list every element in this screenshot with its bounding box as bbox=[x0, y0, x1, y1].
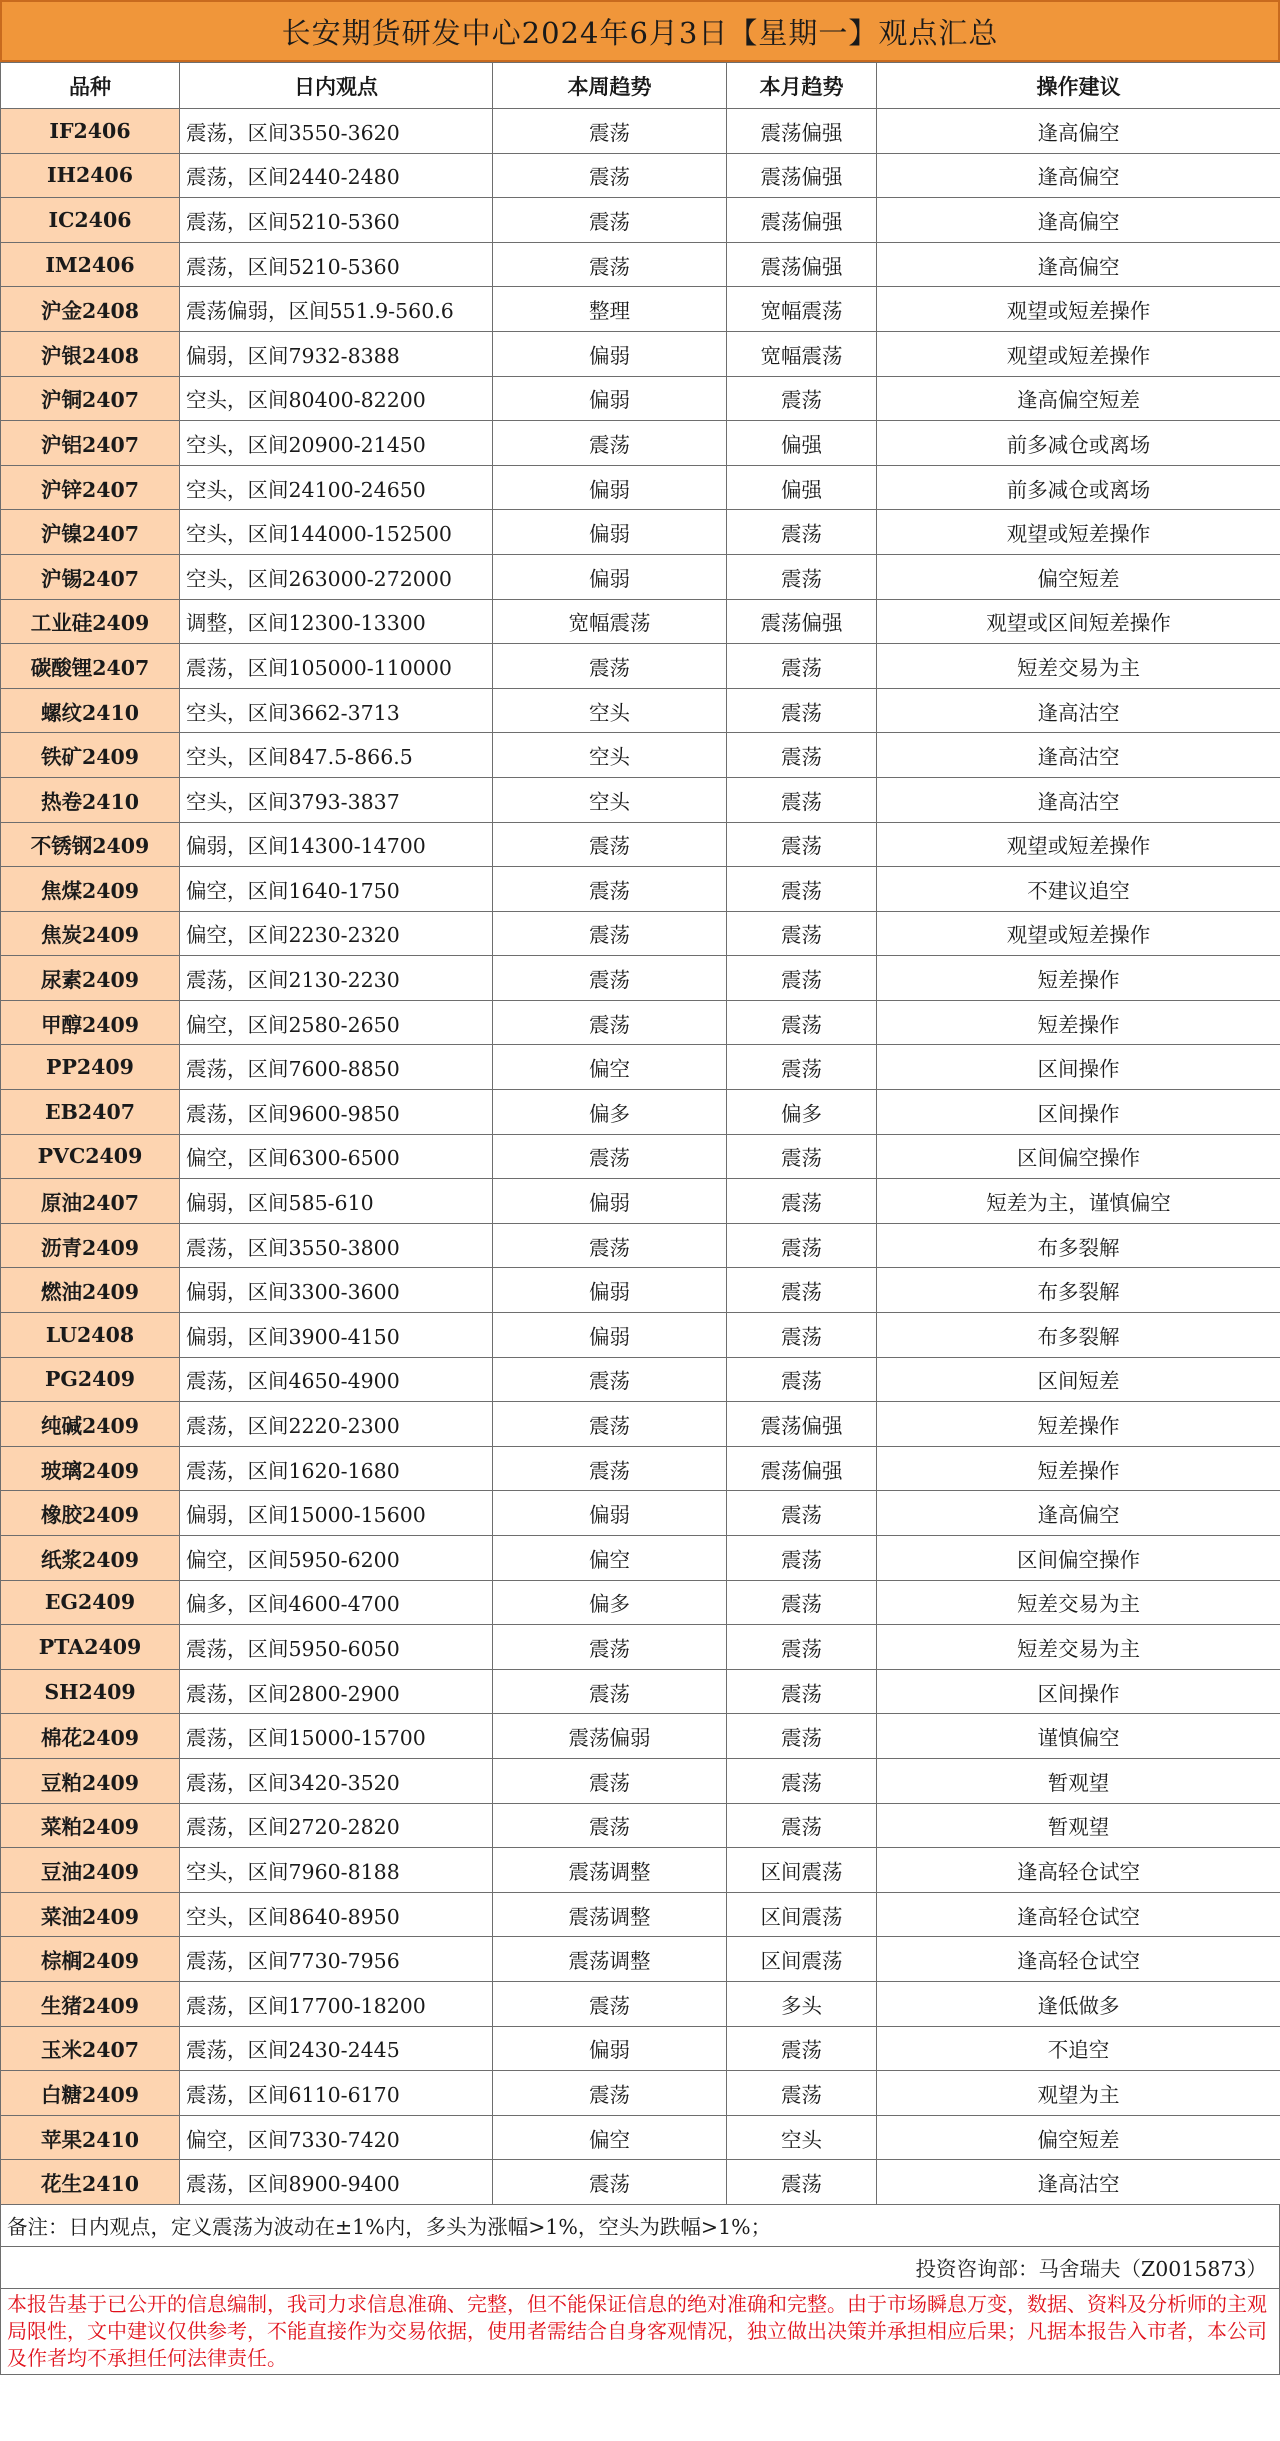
suggestion-cell: 观望或短差操作 bbox=[877, 331, 1280, 376]
table-row bbox=[1, 688, 1280, 733]
weekly-trend-cell: 震荡偏弱 bbox=[493, 1714, 727, 1759]
suggestion-cell: 观望或短差操作 bbox=[877, 911, 1280, 956]
intraday-view-cell: 震荡，区间2430-2445 bbox=[180, 2026, 493, 2071]
intraday-view-cell: 空头，区间3662-3713 bbox=[180, 688, 493, 733]
intraday-view-cell: 震荡，区间7600-8850 bbox=[180, 1045, 493, 1090]
weekly-trend-cell: 震荡 bbox=[493, 1402, 727, 1447]
monthly-trend-cell: 震荡 bbox=[727, 1803, 877, 1848]
table-row bbox=[1, 242, 1280, 287]
monthly-trend-cell: 区间震荡 bbox=[727, 1848, 877, 1893]
suggestion-cell: 逢高偏空 bbox=[877, 1491, 1280, 1536]
weekly-trend-cell: 整理 bbox=[493, 287, 727, 332]
suggestion-cell: 布多裂解 bbox=[877, 1223, 1280, 1268]
weekly-trend-cell: 震荡 bbox=[493, 1981, 727, 2026]
intraday-view-cell: 空头，区间80400-82200 bbox=[180, 376, 493, 421]
suggestion-cell: 短差操作 bbox=[877, 1000, 1280, 1045]
monthly-trend-cell: 震荡 bbox=[727, 733, 877, 778]
variety-cell: 螺纹2410 bbox=[1, 688, 180, 733]
intraday-view-cell: 震荡，区间2720-2820 bbox=[180, 1803, 493, 1848]
monthly-trend-cell: 震荡 bbox=[727, 1268, 877, 1313]
monthly-trend-cell: 震荡 bbox=[727, 1134, 877, 1179]
variety-cell: 棉花2409 bbox=[1, 1714, 180, 1759]
weekly-trend-cell: 震荡调整 bbox=[493, 1937, 727, 1982]
weekly-trend-cell: 震荡 bbox=[493, 2160, 727, 2205]
suggestion-cell: 暂观望 bbox=[877, 1803, 1280, 1848]
table-row bbox=[1, 956, 1280, 1001]
monthly-trend-cell: 震荡 bbox=[727, 1357, 877, 1402]
variety-cell: 沪铜2407 bbox=[1, 376, 180, 421]
table-header-row bbox=[1, 63, 1280, 109]
intraday-view-cell: 震荡，区间2800-2900 bbox=[180, 1669, 493, 1714]
intraday-view-cell: 震荡，区间4650-4900 bbox=[180, 1357, 493, 1402]
header-variety: 品种 bbox=[1, 63, 180, 109]
table-row bbox=[1, 1580, 1280, 1625]
weekly-trend-cell: 偏弱 bbox=[493, 554, 727, 599]
report-title: 长安期货研发中心2024年6月3日【星期一】观点汇总 bbox=[0, 0, 1280, 62]
monthly-trend-cell: 震荡 bbox=[727, 688, 877, 733]
monthly-trend-cell: 震荡偏强 bbox=[727, 1402, 877, 1447]
weekly-trend-cell: 偏空 bbox=[493, 1045, 727, 1090]
table-row bbox=[1, 1134, 1280, 1179]
weekly-trend-cell: 震荡 bbox=[493, 956, 727, 1001]
intraday-view-cell: 空头，区间847.5-866.5 bbox=[180, 733, 493, 778]
table-row bbox=[1, 911, 1280, 956]
variety-cell: 纸浆2409 bbox=[1, 1536, 180, 1581]
monthly-trend-cell: 震荡 bbox=[727, 1000, 877, 1045]
variety-cell: 沪锡2407 bbox=[1, 554, 180, 599]
variety-cell: IF2406 bbox=[1, 109, 180, 154]
suggestion-cell: 观望或短差操作 bbox=[877, 287, 1280, 332]
weekly-trend-cell: 偏弱 bbox=[493, 1268, 727, 1313]
header-monthly-trend: 本月趋势 bbox=[727, 63, 877, 109]
monthly-trend-cell: 偏多 bbox=[727, 1090, 877, 1135]
monthly-trend-cell: 震荡 bbox=[727, 1580, 877, 1625]
suggestion-cell: 逢高沽空 bbox=[877, 777, 1280, 822]
table-row bbox=[1, 1714, 1280, 1759]
weekly-trend-cell: 偏弱 bbox=[493, 1313, 727, 1358]
suggestion-cell: 短差交易为主 bbox=[877, 1580, 1280, 1625]
intraday-view-cell: 偏空，区间2230-2320 bbox=[180, 911, 493, 956]
weekly-trend-cell: 偏多 bbox=[493, 1090, 727, 1135]
weekly-trend-cell: 震荡 bbox=[493, 1223, 727, 1268]
suggestion-cell: 逢高偏空 bbox=[877, 109, 1280, 154]
variety-cell: PVC2409 bbox=[1, 1134, 180, 1179]
variety-cell: PG2409 bbox=[1, 1357, 180, 1402]
variety-cell: 甲醇2409 bbox=[1, 1000, 180, 1045]
variety-cell: IC2406 bbox=[1, 198, 180, 243]
suggestion-cell: 逢高沽空 bbox=[877, 2160, 1280, 2205]
monthly-trend-cell: 区间震荡 bbox=[727, 1937, 877, 1982]
variety-cell: LU2408 bbox=[1, 1313, 180, 1358]
header-weekly-trend: 本周趋势 bbox=[493, 63, 727, 109]
variety-cell: 玉米2407 bbox=[1, 2026, 180, 2071]
monthly-trend-cell: 震荡 bbox=[727, 867, 877, 912]
weekly-trend-cell: 震荡 bbox=[493, 242, 727, 287]
weekly-trend-cell: 震荡 bbox=[493, 198, 727, 243]
variety-cell: 不锈钢2409 bbox=[1, 822, 180, 867]
variety-cell: 豆粕2409 bbox=[1, 1758, 180, 1803]
monthly-trend-cell: 震荡 bbox=[727, 911, 877, 956]
monthly-trend-cell: 震荡 bbox=[727, 1536, 877, 1581]
monthly-trend-cell: 震荡 bbox=[727, 1758, 877, 1803]
intraday-view-cell: 空头，区间7960-8188 bbox=[180, 1848, 493, 1893]
table-row bbox=[1, 1981, 1280, 2026]
weekly-trend-cell: 震荡 bbox=[493, 867, 727, 912]
monthly-trend-cell: 震荡偏强 bbox=[727, 599, 877, 644]
variety-cell: 白糖2409 bbox=[1, 2071, 180, 2116]
monthly-trend-cell: 震荡 bbox=[727, 2026, 877, 2071]
table-row bbox=[1, 1937, 1280, 1982]
table-row bbox=[1, 599, 1280, 644]
monthly-trend-cell: 震荡 bbox=[727, 1313, 877, 1358]
table-row bbox=[1, 777, 1280, 822]
suggestion-cell: 偏空短差 bbox=[877, 554, 1280, 599]
table-row bbox=[1, 1669, 1280, 1714]
table-row bbox=[1, 1313, 1280, 1358]
suggestion-cell: 前多减仓或离场 bbox=[877, 465, 1280, 510]
monthly-trend-cell: 震荡 bbox=[727, 2071, 877, 2116]
variety-cell: 沪金2408 bbox=[1, 287, 180, 332]
table-row bbox=[1, 1357, 1280, 1402]
weekly-trend-cell: 震荡 bbox=[493, 911, 727, 956]
intraday-view-cell: 震荡，区间3420-3520 bbox=[180, 1758, 493, 1803]
intraday-view-cell: 偏弱，区间7932-8388 bbox=[180, 331, 493, 376]
table-row bbox=[1, 644, 1280, 689]
suggestion-cell: 短差操作 bbox=[877, 1446, 1280, 1491]
weekly-trend-cell: 震荡 bbox=[493, 644, 727, 689]
suggestion-cell: 逢高沽空 bbox=[877, 688, 1280, 733]
suggestion-cell: 逢高轻仓试空 bbox=[877, 1848, 1280, 1893]
table-row bbox=[1, 2026, 1280, 2071]
suggestion-cell: 短差交易为主 bbox=[877, 1625, 1280, 1670]
variety-cell: 沪铝2407 bbox=[1, 421, 180, 466]
variety-cell: 沪锌2407 bbox=[1, 465, 180, 510]
intraday-view-cell: 震荡，区间6110-6170 bbox=[180, 2071, 493, 2116]
table-row bbox=[1, 1045, 1280, 1090]
intraday-view-cell: 空头，区间8640-8950 bbox=[180, 1892, 493, 1937]
table-row bbox=[1, 421, 1280, 466]
suggestion-cell: 逢低做多 bbox=[877, 1981, 1280, 2026]
monthly-trend-cell: 震荡 bbox=[727, 822, 877, 867]
intraday-view-cell: 震荡，区间3550-3620 bbox=[180, 109, 493, 154]
weekly-trend-cell: 偏空 bbox=[493, 1536, 727, 1581]
suggestion-cell: 不追空 bbox=[877, 2026, 1280, 2071]
monthly-trend-cell: 震荡 bbox=[727, 1223, 877, 1268]
weekly-trend-cell: 震荡 bbox=[493, 1625, 727, 1670]
intraday-view-cell: 震荡，区间2440-2480 bbox=[180, 153, 493, 198]
variety-cell: 尿素2409 bbox=[1, 956, 180, 1001]
table-row bbox=[1, 109, 1280, 154]
suggestion-cell: 逢高轻仓试空 bbox=[877, 1892, 1280, 1937]
header-intraday-view: 日内观点 bbox=[180, 63, 493, 109]
variety-cell: 沪镍2407 bbox=[1, 510, 180, 555]
intraday-view-cell: 震荡，区间2220-2300 bbox=[180, 1402, 493, 1447]
table-row bbox=[1, 1446, 1280, 1491]
suggestion-cell: 逢高偏空 bbox=[877, 198, 1280, 243]
intraday-view-cell: 偏弱，区间585-610 bbox=[180, 1179, 493, 1224]
variety-cell: PTA2409 bbox=[1, 1625, 180, 1670]
table-row bbox=[1, 287, 1280, 332]
table-row bbox=[1, 1758, 1280, 1803]
variety-cell: 工业硅2409 bbox=[1, 599, 180, 644]
variety-cell: 沪银2408 bbox=[1, 331, 180, 376]
weekly-trend-cell: 偏弱 bbox=[493, 331, 727, 376]
table-row bbox=[1, 198, 1280, 243]
intraday-view-cell: 震荡，区间3550-3800 bbox=[180, 1223, 493, 1268]
table-row bbox=[1, 376, 1280, 421]
table-row bbox=[1, 1491, 1280, 1536]
monthly-trend-cell: 多头 bbox=[727, 1981, 877, 2026]
variety-cell: 铁矿2409 bbox=[1, 733, 180, 778]
table-row bbox=[1, 1803, 1280, 1848]
suggestion-cell: 区间操作 bbox=[877, 1090, 1280, 1135]
variety-cell: 生猪2409 bbox=[1, 1981, 180, 2026]
variety-cell: 菜油2409 bbox=[1, 1892, 180, 1937]
intraday-view-cell: 震荡，区间8900-9400 bbox=[180, 2160, 493, 2205]
intraday-view-cell: 偏弱，区间3900-4150 bbox=[180, 1313, 493, 1358]
weekly-trend-cell: 震荡 bbox=[493, 1758, 727, 1803]
weekly-trend-cell: 震荡 bbox=[493, 1803, 727, 1848]
monthly-trend-cell: 偏强 bbox=[727, 421, 877, 466]
intraday-view-cell: 震荡偏弱，区间551.9-560.6 bbox=[180, 287, 493, 332]
view-table bbox=[0, 62, 1280, 2205]
suggestion-cell: 暂观望 bbox=[877, 1758, 1280, 1803]
monthly-trend-cell: 宽幅震荡 bbox=[727, 287, 877, 332]
weekly-trend-cell: 偏弱 bbox=[493, 510, 727, 555]
table-row bbox=[1, 2071, 1280, 2116]
weekly-trend-cell: 偏弱 bbox=[493, 465, 727, 510]
suggestion-cell: 观望或短差操作 bbox=[877, 510, 1280, 555]
intraday-view-cell: 震荡，区间1620-1680 bbox=[180, 1446, 493, 1491]
weekly-trend-cell: 宽幅震荡 bbox=[493, 599, 727, 644]
weekly-trend-cell: 震荡 bbox=[493, 153, 727, 198]
weekly-trend-cell: 震荡 bbox=[493, 109, 727, 154]
suggestion-cell: 逢高沽空 bbox=[877, 733, 1280, 778]
monthly-trend-cell: 区间震荡 bbox=[727, 1892, 877, 1937]
variety-cell: EB2407 bbox=[1, 1090, 180, 1135]
intraday-view-cell: 空头，区间263000-272000 bbox=[180, 554, 493, 599]
suggestion-cell: 不建议追空 bbox=[877, 867, 1280, 912]
intraday-view-cell: 空头，区间20900-21450 bbox=[180, 421, 493, 466]
intraday-view-cell: 偏空，区间2580-2650 bbox=[180, 1000, 493, 1045]
monthly-trend-cell: 震荡偏强 bbox=[727, 198, 877, 243]
intraday-view-cell: 震荡，区间9600-9850 bbox=[180, 1090, 493, 1135]
weekly-trend-cell: 偏弱 bbox=[493, 376, 727, 421]
monthly-trend-cell: 震荡 bbox=[727, 510, 877, 555]
table-row bbox=[1, 867, 1280, 912]
weekly-trend-cell: 震荡 bbox=[493, 421, 727, 466]
suggestion-cell: 逢高偏空短差 bbox=[877, 376, 1280, 421]
intraday-view-cell: 震荡，区间2130-2230 bbox=[180, 956, 493, 1001]
intraday-view-cell: 震荡，区间5210-5360 bbox=[180, 198, 493, 243]
weekly-trend-cell: 偏空 bbox=[493, 2115, 727, 2160]
monthly-trend-cell: 震荡 bbox=[727, 1625, 877, 1670]
monthly-trend-cell: 震荡偏强 bbox=[727, 153, 877, 198]
table-row bbox=[1, 510, 1280, 555]
suggestion-cell: 区间短差 bbox=[877, 1357, 1280, 1402]
suggestion-cell: 区间偏空操作 bbox=[877, 1536, 1280, 1581]
suggestion-cell: 布多裂解 bbox=[877, 1313, 1280, 1358]
monthly-trend-cell: 震荡 bbox=[727, 777, 877, 822]
suggestion-cell: 逢高偏空 bbox=[877, 242, 1280, 287]
intraday-view-cell: 偏多，区间4600-4700 bbox=[180, 1580, 493, 1625]
intraday-view-cell: 震荡，区间15000-15700 bbox=[180, 1714, 493, 1759]
suggestion-cell: 前多减仓或离场 bbox=[877, 421, 1280, 466]
suggestion-cell: 短差操作 bbox=[877, 1402, 1280, 1447]
variety-cell: IH2406 bbox=[1, 153, 180, 198]
intraday-view-cell: 空头，区间24100-24650 bbox=[180, 465, 493, 510]
intraday-view-cell: 偏弱，区间3300-3600 bbox=[180, 1268, 493, 1313]
intraday-view-cell: 偏弱，区间15000-15600 bbox=[180, 1491, 493, 1536]
intraday-view-cell: 空头，区间144000-152500 bbox=[180, 510, 493, 555]
table-row bbox=[1, 554, 1280, 599]
intraday-view-cell: 偏空，区间6300-6500 bbox=[180, 1134, 493, 1179]
variety-cell: SH2409 bbox=[1, 1669, 180, 1714]
intraday-view-cell: 偏空，区间1640-1750 bbox=[180, 867, 493, 912]
table-row bbox=[1, 153, 1280, 198]
intraday-view-cell: 震荡，区间17700-18200 bbox=[180, 1981, 493, 2026]
table-row bbox=[1, 822, 1280, 867]
weekly-trend-cell: 空头 bbox=[493, 733, 727, 778]
variety-cell: 橡胶2409 bbox=[1, 1491, 180, 1536]
variety-cell: 苹果2410 bbox=[1, 2115, 180, 2160]
intraday-view-cell: 偏空，区间7330-7420 bbox=[180, 2115, 493, 2160]
table-row bbox=[1, 1223, 1280, 1268]
variety-cell: 原油2407 bbox=[1, 1179, 180, 1224]
header-suggestion: 操作建议 bbox=[877, 63, 1280, 109]
weekly-trend-cell: 偏弱 bbox=[493, 1179, 727, 1224]
weekly-trend-cell: 空头 bbox=[493, 777, 727, 822]
variety-cell: EG2409 bbox=[1, 1580, 180, 1625]
monthly-trend-cell: 震荡 bbox=[727, 644, 877, 689]
suggestion-cell: 布多裂解 bbox=[877, 1268, 1280, 1313]
intraday-view-cell: 震荡，区间7730-7956 bbox=[180, 1937, 493, 1982]
table-row bbox=[1, 331, 1280, 376]
intraday-view-cell: 偏弱，区间14300-14700 bbox=[180, 822, 493, 867]
variety-cell: 玻璃2409 bbox=[1, 1446, 180, 1491]
variety-cell: 花生2410 bbox=[1, 2160, 180, 2205]
variety-cell: 菜粕2409 bbox=[1, 1803, 180, 1848]
suggestion-cell: 短差操作 bbox=[877, 956, 1280, 1001]
table-row bbox=[1, 1000, 1280, 1045]
variety-cell: 热卷2410 bbox=[1, 777, 180, 822]
intraday-view-cell: 震荡，区间5950-6050 bbox=[180, 1625, 493, 1670]
monthly-trend-cell: 震荡 bbox=[727, 2160, 877, 2205]
suggestion-cell: 谨慎偏空 bbox=[877, 1714, 1280, 1759]
monthly-trend-cell: 震荡偏强 bbox=[727, 242, 877, 287]
consult-credit: 投资咨询部：马舍瑞夫（Z0015873） bbox=[0, 2247, 1280, 2289]
suggestion-cell: 偏空短差 bbox=[877, 2115, 1280, 2160]
table-row bbox=[1, 1536, 1280, 1581]
weekly-trend-cell: 偏弱 bbox=[493, 1491, 727, 1536]
monthly-trend-cell: 震荡 bbox=[727, 554, 877, 599]
weekly-trend-cell: 震荡调整 bbox=[493, 1892, 727, 1937]
monthly-trend-cell: 震荡 bbox=[727, 956, 877, 1001]
table-row bbox=[1, 2160, 1280, 2205]
weekly-trend-cell: 震荡 bbox=[493, 822, 727, 867]
table-row bbox=[1, 2115, 1280, 2160]
variety-cell: 棕榈2409 bbox=[1, 1937, 180, 1982]
variety-cell: 沥青2409 bbox=[1, 1223, 180, 1268]
table-row bbox=[1, 1625, 1280, 1670]
suggestion-cell: 逢高轻仓试空 bbox=[877, 1937, 1280, 1982]
suggestion-cell: 区间操作 bbox=[877, 1669, 1280, 1714]
variety-cell: 焦炭2409 bbox=[1, 911, 180, 956]
monthly-trend-cell: 宽幅震荡 bbox=[727, 331, 877, 376]
suggestion-cell: 短差交易为主 bbox=[877, 644, 1280, 689]
suggestion-cell: 观望或短差操作 bbox=[877, 822, 1280, 867]
weekly-trend-cell: 震荡 bbox=[493, 1669, 727, 1714]
monthly-trend-cell: 震荡 bbox=[727, 1179, 877, 1224]
monthly-trend-cell: 空头 bbox=[727, 2115, 877, 2160]
suggestion-cell: 短差为主，谨慎偏空 bbox=[877, 1179, 1280, 1224]
variety-cell: PP2409 bbox=[1, 1045, 180, 1090]
intraday-view-cell: 震荡，区间105000-110000 bbox=[180, 644, 493, 689]
monthly-trend-cell: 震荡 bbox=[727, 376, 877, 421]
monthly-trend-cell: 震荡偏强 bbox=[727, 1446, 877, 1491]
weekly-trend-cell: 偏弱 bbox=[493, 2026, 727, 2071]
weekly-trend-cell: 空头 bbox=[493, 688, 727, 733]
intraday-view-cell: 震荡，区间5210-5360 bbox=[180, 242, 493, 287]
variety-cell: 焦煤2409 bbox=[1, 867, 180, 912]
footnote: 备注：日内观点，定义震荡为波动在±1%内，多头为涨幅>1%，空头为跌幅>1%； bbox=[0, 2205, 1280, 2247]
weekly-trend-cell: 震荡调整 bbox=[493, 1848, 727, 1893]
table-row bbox=[1, 1892, 1280, 1937]
suggestion-cell: 区间操作 bbox=[877, 1045, 1280, 1090]
table-row bbox=[1, 733, 1280, 778]
monthly-trend-cell: 偏强 bbox=[727, 465, 877, 510]
suggestion-cell: 区间偏空操作 bbox=[877, 1134, 1280, 1179]
variety-cell: 碳酸锂2407 bbox=[1, 644, 180, 689]
variety-cell: 豆油2409 bbox=[1, 1848, 180, 1893]
weekly-trend-cell: 震荡 bbox=[493, 1446, 727, 1491]
table-row bbox=[1, 1090, 1280, 1135]
weekly-trend-cell: 震荡 bbox=[493, 2071, 727, 2116]
monthly-trend-cell: 震荡 bbox=[727, 1714, 877, 1759]
table-row bbox=[1, 465, 1280, 510]
intraday-view-cell: 调整，区间12300-13300 bbox=[180, 599, 493, 644]
weekly-trend-cell: 震荡 bbox=[493, 1357, 727, 1402]
table-row bbox=[1, 1402, 1280, 1447]
monthly-trend-cell: 震荡 bbox=[727, 1669, 877, 1714]
monthly-trend-cell: 震荡 bbox=[727, 1491, 877, 1536]
suggestion-cell: 观望为主 bbox=[877, 2071, 1280, 2116]
intraday-view-cell: 偏空，区间5950-6200 bbox=[180, 1536, 493, 1581]
suggestion-cell: 观望或区间短差操作 bbox=[877, 599, 1280, 644]
table-row bbox=[1, 1268, 1280, 1313]
variety-cell: 纯碱2409 bbox=[1, 1402, 180, 1447]
variety-cell: IM2406 bbox=[1, 242, 180, 287]
table-row bbox=[1, 1848, 1280, 1893]
table-row bbox=[1, 1179, 1280, 1224]
weekly-trend-cell: 震荡 bbox=[493, 1000, 727, 1045]
monthly-trend-cell: 震荡 bbox=[727, 1045, 877, 1090]
weekly-trend-cell: 偏多 bbox=[493, 1580, 727, 1625]
suggestion-cell: 逢高偏空 bbox=[877, 153, 1280, 198]
disclaimer: 本报告基于已公开的信息编制，我司力求信息准确、完整，但不能保证信息的绝对准确和完整。由于市场瞬息万变，数据、资料及分析师的主观局限性，文中建议仅供参考，不能直接作为交易依据，使用者需结合自身客观情况，独立做出决策并承担相应后果；凡据本报告入市者，本公司及作者均不承担任何法律责任。 bbox=[0, 2289, 1280, 2375]
monthly-trend-cell: 震荡偏强 bbox=[727, 109, 877, 154]
weekly-trend-cell: 震荡 bbox=[493, 1134, 727, 1179]
intraday-view-cell: 空头，区间3793-3837 bbox=[180, 777, 493, 822]
variety-cell: 燃油2409 bbox=[1, 1268, 180, 1313]
